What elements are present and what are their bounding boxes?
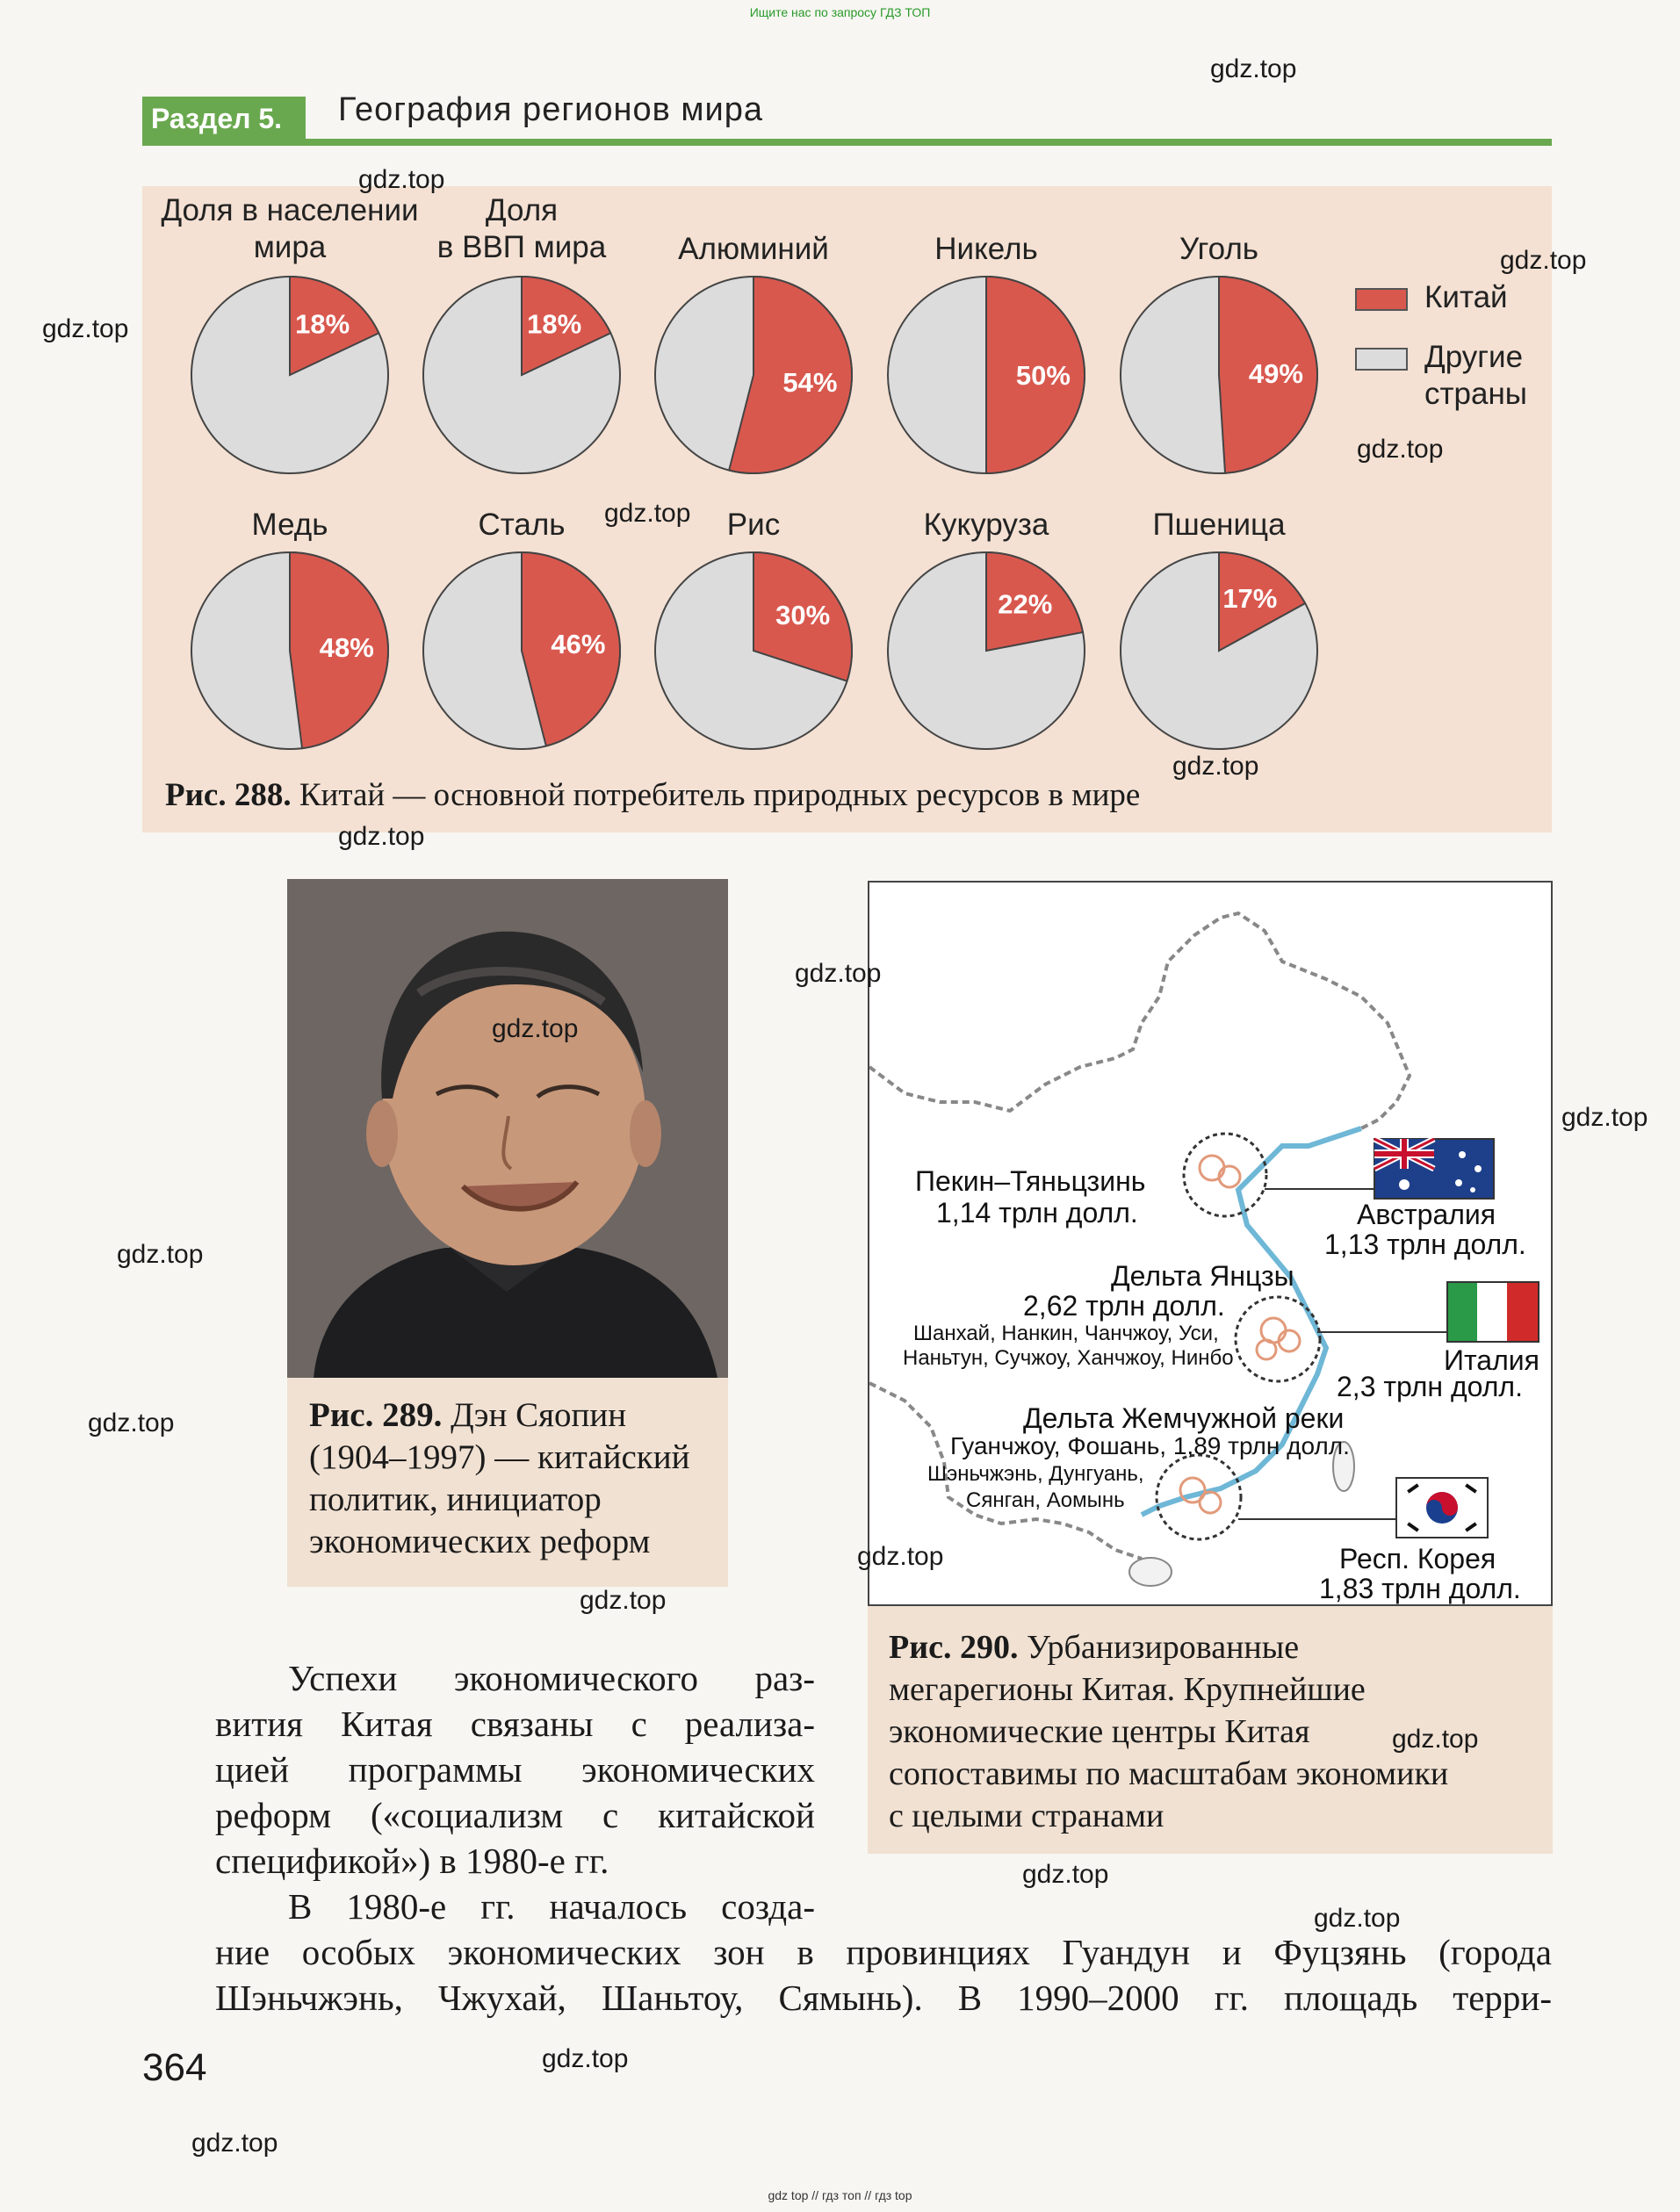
figure-289-text-3: политик, инициатор bbox=[309, 1481, 602, 1518]
australia-value: 1,13 трлн долл. bbox=[1324, 1228, 1526, 1260]
bottom-banner: gdz top // гдз топ // гдз top bbox=[768, 2188, 912, 2202]
watermark: gdz.top bbox=[1392, 1725, 1479, 1754]
yangtze-cities-2: Наньтун, Сучжоу, Ханчжоу, Нинбо bbox=[903, 1346, 1234, 1370]
pie-2 bbox=[423, 277, 620, 473]
pie-percent-label: 17% bbox=[1222, 583, 1278, 615]
pie-title-line-2: Рис bbox=[726, 508, 781, 542]
pie-title bbox=[622, 231, 885, 268]
section-tag: Раздел 5. bbox=[142, 97, 306, 141]
watermark: gdz.top bbox=[88, 1409, 175, 1437]
watermark: gdz.top bbox=[338, 822, 425, 851]
italy-value: 2,3 трлн долл. bbox=[1337, 1371, 1523, 1402]
pie-title-line-2: Сталь bbox=[478, 508, 566, 542]
portrait-photo bbox=[287, 879, 728, 1378]
figure-289-number: Рис. 289. bbox=[309, 1396, 443, 1434]
australia-flag-icon bbox=[1374, 1139, 1494, 1199]
pie-title bbox=[390, 192, 653, 266]
watermark: gdz.top bbox=[1172, 752, 1259, 781]
beijing-value: 1,14 трлн долл. bbox=[936, 1197, 1138, 1228]
pie-title-line-2: Алюминий bbox=[678, 232, 829, 266]
pearl-region-circle bbox=[1157, 1455, 1241, 1539]
figure-288-caption bbox=[165, 776, 1140, 814]
pearl-label: Дельта Жемчужной реки bbox=[1023, 1402, 1345, 1434]
yangtze-cities-1: Шанхай, Нанкин, Чанчжоу, Уси, bbox=[913, 1322, 1219, 1345]
pie-percent-label: 22% bbox=[998, 588, 1053, 620]
pie-title bbox=[854, 231, 1118, 268]
body-line-8: Шэньчжэнь, Чжухай, Шаньтоу, Сямынь). В 1990–2000 гг. площадь терри- bbox=[215, 1978, 1552, 2018]
figure-290-text-4: сопоставимы по масштабам экономики bbox=[889, 1755, 1449, 1792]
watermark: gdz.top bbox=[1022, 1860, 1109, 1889]
pie-percent-label: 48% bbox=[319, 631, 374, 663]
figure-289-text-4: экономических реформ bbox=[309, 1523, 651, 1560]
italy-flag-icon bbox=[1447, 1282, 1539, 1342]
pie-4 bbox=[888, 277, 1085, 473]
header-rule bbox=[142, 139, 1552, 146]
pie-title-line-2: Уголь bbox=[1179, 232, 1258, 266]
korea-label: Респ. Корея bbox=[1339, 1543, 1496, 1574]
border-line bbox=[869, 913, 1410, 1128]
pie-percent-label: 30% bbox=[775, 600, 831, 631]
yangtze-label: Дельта Янцзы bbox=[1111, 1260, 1294, 1292]
beijing-label: Пекин–Тяньцзинь bbox=[915, 1165, 1146, 1197]
figure-289-text-2: (1904–1997) — китайский bbox=[309, 1438, 690, 1476]
pearl-cities-2: Шэньчжэнь, Дунгуань, bbox=[927, 1462, 1144, 1486]
figure-288-number: Рис. 288. bbox=[165, 777, 292, 813]
pie-6 bbox=[191, 552, 388, 749]
pie-7 bbox=[423, 552, 620, 749]
body-line-7: ние особых экономических зон в провинциях Гуандун и Фуцзянь (города bbox=[215, 1932, 1552, 1972]
pie-title-line-1: Доля bbox=[485, 193, 559, 227]
pie-title-line-2: Пшеница bbox=[1152, 508, 1286, 542]
pie-title bbox=[1087, 507, 1351, 544]
page-number: 364 bbox=[142, 2046, 207, 2089]
pie-title bbox=[158, 192, 422, 266]
legend-swatch-other bbox=[1355, 348, 1408, 371]
watermark: gdz.top bbox=[1210, 54, 1297, 83]
figure-289-text-1: Дэн Сяопин bbox=[442, 1396, 627, 1434]
pie-title-line-2: Никель bbox=[934, 232, 1038, 266]
figure-290-text-5: с целыми странами bbox=[889, 1798, 1164, 1834]
section-title: География регионов мира bbox=[338, 91, 764, 128]
watermark: gdz.top bbox=[1500, 246, 1587, 275]
watermark: gdz.top bbox=[191, 2129, 278, 2158]
pie-percent-label: 50% bbox=[1015, 360, 1071, 391]
watermark: gdz.top bbox=[1561, 1103, 1648, 1132]
china-megaregions-map bbox=[868, 881, 1553, 1606]
pearl-cities-3: Сянган, Аомынь bbox=[966, 1488, 1125, 1512]
italy-label: Италия bbox=[1444, 1344, 1539, 1376]
watermark: gdz.top bbox=[604, 499, 691, 528]
watermark: gdz.top bbox=[580, 1586, 667, 1615]
body-line-6: В 1980-е гг. началось созда- bbox=[288, 1886, 815, 1927]
watermark: gdz.top bbox=[358, 165, 445, 194]
figure-290-text-3: экономические центры Китая bbox=[889, 1713, 1310, 1750]
pie-title bbox=[158, 507, 422, 544]
pie-title-line-2: мира bbox=[253, 230, 327, 264]
body-line-3: цией программы экономических bbox=[215, 1749, 815, 1790]
hainan-island bbox=[1129, 1558, 1172, 1586]
pie-percent-label: 18% bbox=[295, 308, 350, 340]
portrait-illustration bbox=[287, 879, 728, 1378]
australia-label: Австралия bbox=[1357, 1199, 1496, 1230]
legend-label-china: Китай bbox=[1424, 280, 1508, 314]
south-korea-flag-icon bbox=[1396, 1478, 1488, 1538]
watermark: gdz.top bbox=[42, 314, 129, 343]
pearl-value-line: Гуанчжоу, Фошань, 1,89 трлн долл. bbox=[950, 1432, 1350, 1459]
pie-title-line-2: Кукуруза bbox=[923, 508, 1049, 542]
figure-289-caption bbox=[309, 1394, 722, 1563]
body-line-5: спецификой») в 1980-е гг. bbox=[215, 1841, 609, 1881]
pie-3 bbox=[655, 277, 852, 473]
body-line-2: вития Китая связаны с реализа- bbox=[215, 1704, 815, 1744]
legend-swatch-china bbox=[1355, 288, 1408, 311]
watermark: gdz.top bbox=[857, 1542, 944, 1571]
pie-percent-label: 54% bbox=[782, 367, 838, 399]
pie-title-line-1: Доля в населении bbox=[161, 193, 419, 227]
watermark: gdz.top bbox=[117, 1240, 204, 1269]
pie-title-line-2: в ВВП мира bbox=[436, 230, 607, 264]
pie-percent-label: 49% bbox=[1248, 357, 1303, 389]
watermark: gdz.top bbox=[795, 959, 882, 988]
pie-1 bbox=[191, 277, 388, 473]
korea-value: 1,83 трлн долл. bbox=[1319, 1573, 1521, 1604]
legend-label-other-1: Другие bbox=[1424, 340, 1524, 374]
pie-9 bbox=[888, 552, 1085, 749]
watermark: gdz.top bbox=[1357, 435, 1444, 464]
pie-title bbox=[1087, 231, 1351, 268]
pie-title bbox=[854, 507, 1118, 544]
watermark: gdz.top bbox=[542, 2044, 629, 2073]
pie-8 bbox=[655, 552, 852, 749]
watermark: gdz.top bbox=[492, 1014, 579, 1043]
legend-label-other-2: страны bbox=[1424, 377, 1527, 411]
pie-percent-label: 46% bbox=[551, 628, 606, 659]
yangtze-value: 2,62 трлн долл. bbox=[1023, 1290, 1225, 1322]
figure-290-text-1: Урбанизированные bbox=[1018, 1629, 1300, 1666]
body-line-4: реформ («социализм с китайской bbox=[215, 1795, 815, 1835]
top-banner: Ищите нас по запросу ГДЗ ТОП bbox=[749, 5, 931, 19]
watermark: gdz.top bbox=[1314, 1904, 1401, 1933]
pie-title-line-2: Медь bbox=[251, 508, 328, 542]
figure-288-text: Китай — основной потребитель природных ресурсов в мире bbox=[291, 777, 1141, 813]
figure-290-text-2: мегарегионы Китая. Крупнейшие bbox=[889, 1671, 1366, 1708]
figure-290-number: Рис. 290. bbox=[889, 1629, 1019, 1666]
pie-percent-label: 18% bbox=[527, 308, 582, 340]
body-line-1: Успехи экономического раз- bbox=[288, 1658, 815, 1698]
pie-5 bbox=[1121, 277, 1317, 473]
pie-10 bbox=[1121, 552, 1317, 749]
